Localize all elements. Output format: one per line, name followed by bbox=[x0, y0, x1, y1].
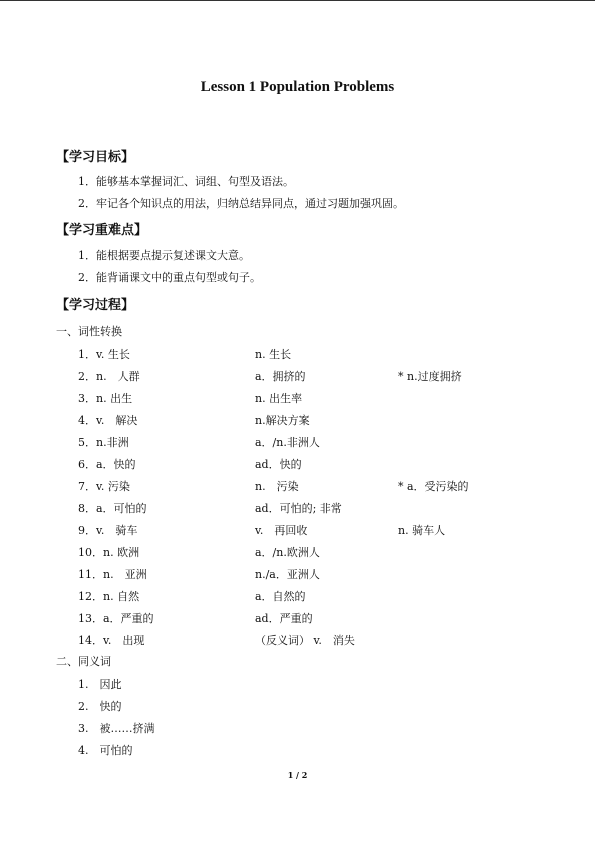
word-form-cell-a: 5．n.非洲 bbox=[78, 436, 129, 449]
key-point-item: 2．能背诵课文中的重点句型或句子。 bbox=[78, 271, 261, 284]
word-form-cell-a: 4．v. 解决 bbox=[78, 414, 138, 427]
synonym-item: 4. 可怕的 bbox=[78, 744, 133, 757]
word-form-cell-b: ad．快的 bbox=[255, 458, 302, 471]
word-form-cell-a: 11．n. 亚洲 bbox=[78, 568, 147, 581]
word-form-cell-b: n.解决方案 bbox=[255, 414, 310, 427]
word-form-cell-a: 10．n. 欧洲 bbox=[78, 546, 140, 559]
synonym-item: 3. 被……挤满 bbox=[78, 722, 155, 735]
goal-item: 1．能够基本掌握词汇、词组、句型及语法。 bbox=[78, 175, 294, 188]
word-form-cell-a: 13．a．严重的 bbox=[78, 612, 154, 625]
word-form-cell-b: n./a．亚洲人 bbox=[255, 568, 320, 581]
page-number: 1 / 2 bbox=[287, 770, 308, 780]
document-title: Lesson 1 Population Problems bbox=[200, 79, 395, 95]
word-form-cell-a: 8．a．可怕的 bbox=[78, 502, 147, 515]
word-form-cell-b: a．/n.欧洲人 bbox=[255, 546, 320, 559]
page-top-border bbox=[0, 0, 595, 1]
synonym-item: 2. 快的 bbox=[78, 700, 122, 713]
word-form-cell-b: ad．可怕的; 非常 bbox=[255, 502, 342, 515]
word-form-cell-a: 3．n. 出生 bbox=[78, 392, 133, 405]
synonym-item: 1. 因此 bbox=[78, 678, 122, 691]
part1-heading: 一、词性转换 bbox=[56, 325, 122, 338]
word-form-cell-c: n. 骑车人 bbox=[398, 524, 446, 537]
word-form-cell-a: 9．v. 骑车 bbox=[78, 524, 138, 537]
section-heading-key-points: 【学习重难点】 bbox=[56, 223, 148, 238]
word-form-cell-a: 6．a．快的 bbox=[78, 458, 136, 471]
goal-item: 2．牢记各个知识点的用法，归纳总结异同点，通过习题加强巩固。 bbox=[78, 197, 404, 210]
word-form-cell-b: ad．严重的 bbox=[255, 612, 313, 625]
word-form-cell-a: 14．v. 出现 bbox=[78, 634, 145, 647]
word-form-cell-b: n. 污染 bbox=[255, 480, 299, 493]
word-form-cell-b: （反义词） v. 消失 bbox=[255, 634, 355, 647]
word-form-cell-b: v. 再回收 bbox=[255, 524, 308, 537]
word-form-cell-a: 1．v. 生长 bbox=[78, 348, 130, 361]
word-form-cell-a: 2．n. 人群 bbox=[78, 370, 140, 383]
word-form-cell-b: a．/n.非洲人 bbox=[255, 436, 320, 449]
word-form-cell-b: a．自然的 bbox=[255, 590, 306, 603]
key-point-item: 1．能根据要点提示复述课文大意。 bbox=[78, 249, 250, 262]
word-form-cell-a: 12．n. 自然 bbox=[78, 590, 140, 603]
section-heading-process: 【学习过程】 bbox=[56, 298, 135, 313]
word-form-cell-a: 7．v. 污染 bbox=[78, 480, 130, 493]
word-form-cell-b: n. 生长 bbox=[255, 348, 292, 361]
word-form-cell-c: * n.过度拥挤 bbox=[398, 370, 462, 383]
part2-heading: 二、同义词 bbox=[56, 655, 111, 668]
word-form-cell-c: * a．受污染的 bbox=[398, 480, 469, 493]
section-heading-goals: 【学习目标】 bbox=[56, 150, 135, 165]
word-form-cell-b: n. 出生率 bbox=[255, 392, 303, 405]
word-form-cell-b: a．拥挤的 bbox=[255, 370, 306, 383]
